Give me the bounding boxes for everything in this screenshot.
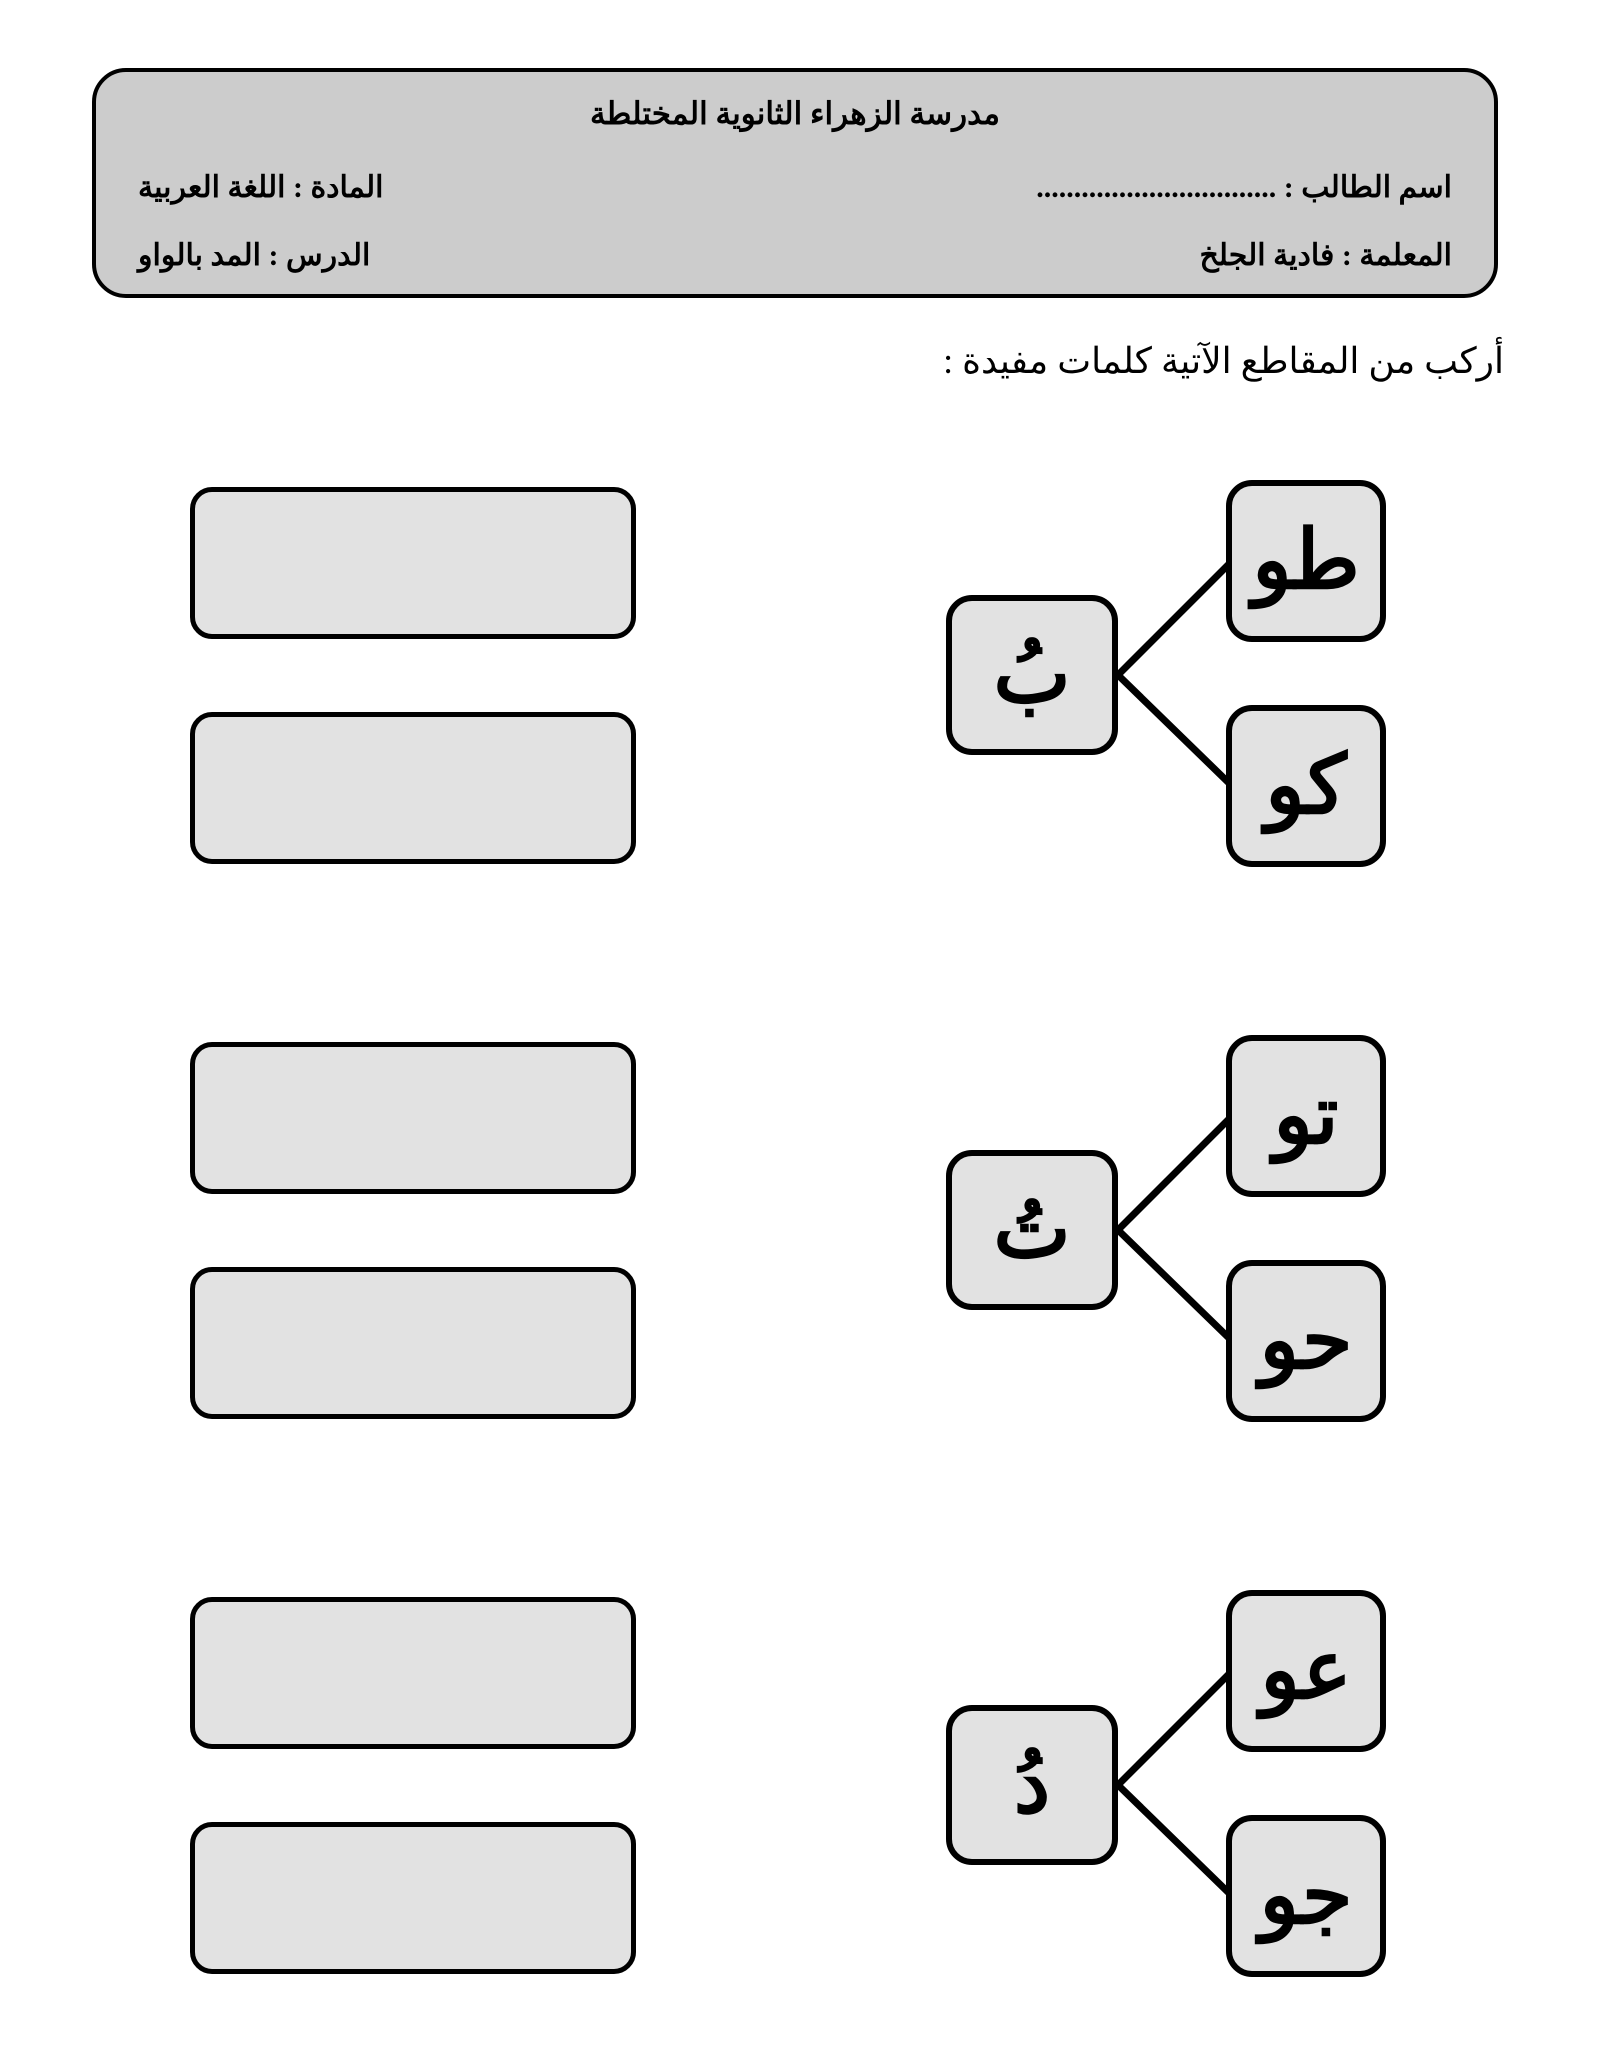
answer-box[interactable]	[190, 1267, 636, 1419]
instruction-text: أركب من المقاطع الآتية كلمات مفيدة :	[943, 341, 1504, 381]
lesson-label: الدرس : المد بالواو	[138, 239, 371, 272]
syllable-stem-box[interactable]: دُ	[946, 1705, 1118, 1865]
syllable-branch-box[interactable]: عو	[1226, 1590, 1386, 1752]
exercise-group	[0, 460, 1600, 880]
teacher-label: المعلمة : فادية الجلخ	[1199, 239, 1452, 272]
answer-box[interactable]	[190, 487, 636, 639]
answer-box[interactable]	[190, 712, 636, 864]
syllable-branch-box[interactable]: كو	[1226, 705, 1386, 867]
syllable-branch-box[interactable]: جو	[1226, 1815, 1386, 1977]
answer-box[interactable]	[190, 1042, 636, 1194]
school-name: مدرسة الزهراء الثانوية المختلطة	[590, 96, 1000, 131]
answer-box[interactable]	[190, 1822, 636, 1974]
header-row-subject-student	[96, 170, 1494, 205]
answer-box[interactable]	[190, 1597, 636, 1749]
syllable-branch-box[interactable]: تو	[1226, 1035, 1386, 1197]
exercise-group	[0, 1015, 1600, 1435]
header-card	[92, 68, 1498, 298]
syllable-branch-box[interactable]: حو	[1226, 1260, 1386, 1422]
subject-label: المادة : اللغة العربية	[138, 171, 384, 204]
header-row-lesson-teacher	[96, 238, 1494, 273]
student-name-label: اسم الطالب : ................................	[1036, 171, 1452, 204]
syllable-branch-box[interactable]: طو	[1226, 480, 1386, 642]
exercise-group	[0, 1570, 1600, 1990]
syllable-stem-box[interactable]: بُ	[946, 595, 1118, 755]
syllable-stem-box[interactable]: تُ	[946, 1150, 1118, 1310]
